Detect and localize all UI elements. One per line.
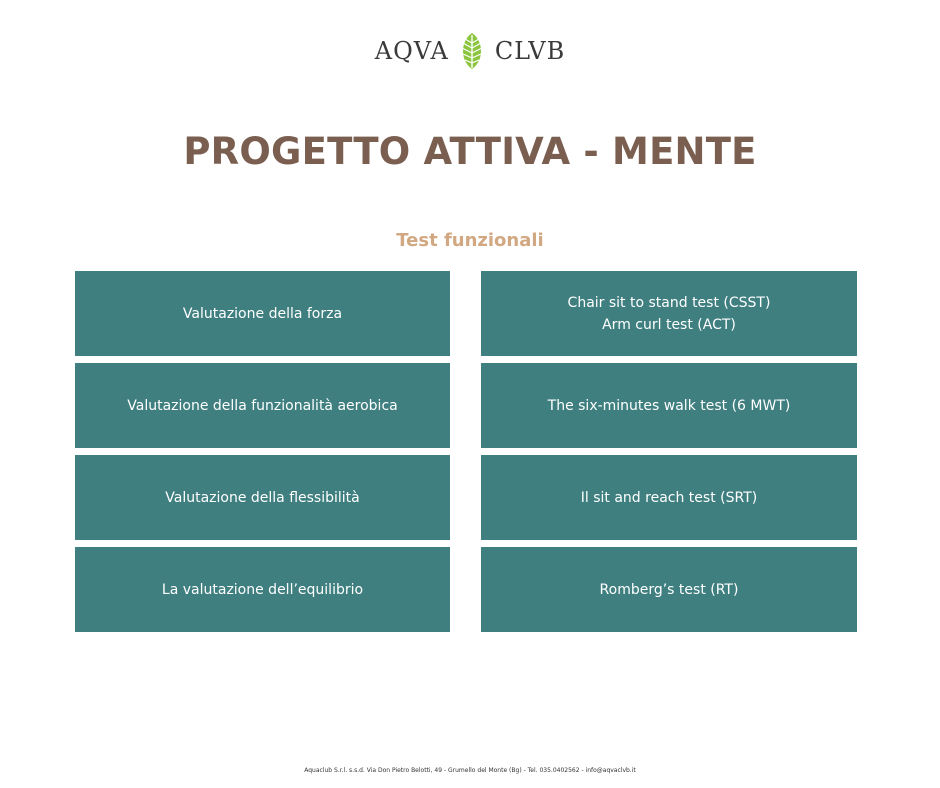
category-cell <box>75 271 450 356</box>
tests-cell <box>481 547 857 632</box>
category-label: La valutazione dell’equilibrio <box>161 581 364 598</box>
leaf-icon <box>455 31 489 71</box>
test-label: Il sit and reach test (SRT) <box>580 489 758 506</box>
logo-left-word: AQVA <box>374 37 449 65</box>
category-cell <box>75 363 450 448</box>
page-title: PROGETTO ATTIVA - MENTE <box>183 130 757 173</box>
category-cell <box>75 547 450 632</box>
test-label: Arm curl test (ACT) <box>602 316 736 333</box>
test-label: The six-minutes walk test (6 MWT) <box>547 397 791 414</box>
tests-cell <box>481 455 857 540</box>
test-label: Chair sit to stand test (CSST) <box>567 294 771 311</box>
category-label: Valutazione della flessibilità <box>165 489 360 506</box>
test-label: Romberg’s test (RT) <box>599 581 739 598</box>
logo-right-word: CLVB <box>494 37 566 65</box>
footer-contact: Aquaclub S.r.l. s.s.d. Via Don Pietro Belotti, 49 - Grumello del Monte (Bg) - Tel. 035.0402562 - info@aqvaclvb.it <box>304 767 636 774</box>
category-label: Valutazione della funzionalità aerobica <box>127 397 398 414</box>
category-cell <box>75 455 450 540</box>
tests-cell <box>481 271 857 356</box>
test-grid <box>75 271 857 632</box>
logo <box>0 30 940 72</box>
category-label: Valutazione della forza <box>182 305 343 322</box>
section-subtitle: Test funzionali <box>396 230 544 251</box>
tests-cell <box>481 363 857 448</box>
